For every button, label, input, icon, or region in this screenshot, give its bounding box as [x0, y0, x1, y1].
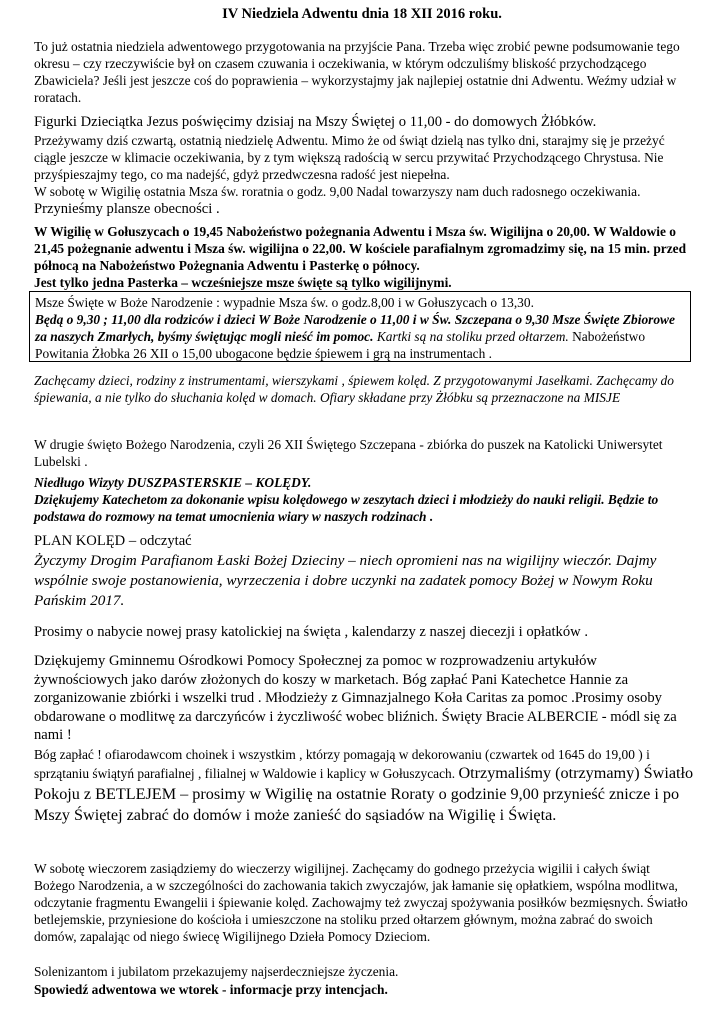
szczepan-paragraph: W drugie święto Bożego Narodzenia, czyli 26 XII Świętego Szczepana - zbiórka do puszek na Katolicki Uniwersytet Lubelski .	[34, 437, 663, 469]
figurki-section	[34, 113, 694, 218]
pasterka-note: Jest tylko jedna Pasterka – wcześniejsze msze święte są tylko wigilijnymi.	[34, 275, 452, 290]
wieczerza-paragraph: W sobotę wieczorem zasiądziemy do wieczerzy wigilijnej. Zachęcamy do godnego przeżycia wigilii i całych świąt Bożego Narodzenia, a w szczególności do zachowania takich zwyczajów, jak łamanie się opłatkiem, wspólna modlitwa, odczytanie fragmentu Ewangelii i śpiewanie kolęd. Zachowajmy też zwyczaj spożywania posiłków bezmięsnych. Światło betlejemskie, przyniesione do kościoła i umieszczone na stoliku przed ołtarzem głównym, można zabrać do swoich domów, zapalając od niego świecę Wigilijnego Dzieła Pomocy Dzieciom.	[34, 861, 688, 944]
prasa-paragraph: Prosimy o nabycie nowej prasy katolickiej na święta , kalendarzy z naszej diecezji i opłatków .	[34, 624, 588, 640]
figurki-saturday	[34, 183, 694, 219]
saturday-text: W sobotę w Wigilię ostatnia Msza św. roratnia o godz. 9,00 Nadal towarzyszy nam duch radosnego oczekiwania.	[34, 183, 641, 199]
solenizantom-line: Solenizantom i jubilatom przekazujemy najserdeczniejsze życzenia.	[34, 964, 399, 979]
box-line1: Msze Święte w Boże Narodzenie : wypadnie Msza św. o godz.8,00 i w Gołuszycach o 13,30.	[35, 295, 534, 310]
box-bold-italic: Będą o 9,30 ; 11,00 dla rodziców i dzieci W Boże Narodzenie o 11,00 i w Św. Szczepana o 9,30 Msze Święte Zbiorowe za naszych Zmarłych, byśmy świętując mogli nieść im pomoc.	[35, 312, 675, 344]
christmas-masses-box	[29, 291, 691, 362]
figurki-body: Przeżywamy dziś czwartą, ostatnią niedzielę Adwentu. Mimo że od świąt dzielą nas tylko dni, starajmy się je przeżyć ciągle jeszcze w klimacie oczekiwania, by z tym większą radością w sercu przywitać Przychodzącego Chrystusa. Nie przyśpieszajmy tego, co ma nadejść, gdyż przedwczesna radość jest niepełna.	[34, 132, 665, 182]
wizyty-heading: Niedługo Wizyty DUSZPASTERSKIE – KOLĘDY.	[34, 475, 312, 490]
wigilia-masses	[34, 223, 694, 291]
wizyty-section	[34, 474, 694, 525]
figurki-lead: Figurki Dzieciątka Jezus poświęcimy dzisiaj na Mszy Świętej o 11,00 - do domowych Żłóbków.	[34, 114, 597, 130]
zyczenia-paragraph: Życzymy Drogim Parafianom Łaski Bożej Dzieciny – niech opromieni nas na wigilijny wieczór. Dajmy wspólnie swoje postanowienia, wyrzeczenia i dobre uczynki na zadatek pomocy Bożej w Nowym Roku Pańskim 2017.	[34, 552, 657, 609]
box-italic: Kartki są na stoliku przed ołtarzem.	[373, 329, 569, 344]
spowiedz-line: Spowiedź adwentowa we wtorek - informacje przy intencjach.	[34, 982, 388, 997]
intro-paragraph: To już ostatnia niedziela adwentowego przygotowania na przyjście Pana. Trzeba więc zrobić pewne podsumowanie tego okresu – czy rzeczywiście był on czasem czuwania i oczekiwania, w którym odczuliśmy bliskość przychodzącego Zbawiciela? Jeśli jest jeszcze coś do poprawienia – wykorzystajmy jak najlepiej ostatnie dni Adwentu. Weźmy udział w roratach.	[34, 39, 680, 105]
page-title: IV Niedziela Adwentu dnia 18 XII 2016 roku.	[222, 6, 502, 22]
wizyty-body: Dziękujemy Katechetom za dokonanie wpisu kolędowego w zeszytach dzieci i młodzieży do nauki religii. Będzie to podstawa do rozmowy na temat umocnienia wiary w naszych rodzinach .	[34, 492, 659, 524]
zachecamy-paragraph: Zachęcamy dzieci, rodziny z instrumentami, wierszykami , śpiewem kolęd. Z przygotowanymi Jasełkami. Zachęcamy do śpiewania, a nie tylko do słuchania kolęd w domach. Ofiary składane przy Żłóbku są przeznaczone na MISJE	[34, 373, 674, 405]
choinki-paragraph	[34, 746, 694, 826]
dziekujemy-paragraph: Dziękujemy Gminnemu Ośrodkowi Pomocy Społecznej za pomoc w rozprowadzeniu artykułów żywnościowych jako darów złożonych do koszy w marketach. Bóg zapłać Pani Katechetce Hannie za zorganizowanie zbiórki i wszelki trud . Młodzieży z Gimnazjalnego Koła Caritas za pomoc .Prosimy osoby obdarowane o modlitwę za darczyńców i życzliwość wobec bliźnich. Święty Bracie ALBERCIE - módl się za nami !	[34, 653, 677, 743]
choinki-large-text: Otrzymaliśmy (otrzymamy) Światło Pokoju z BETLEJEM – prosimy w Wigilię na ostatnie Roraty o godzinie 9,00 przynieść znicze i po Mszy Świętej zabrać do domów i może zanieść do sąsiadów na Wigilię i Święta.	[34, 764, 694, 824]
plan-koled: PLAN KOLĘD – odczytać	[34, 533, 192, 549]
plansze-text: Przynieśmy plansze obecności .	[34, 200, 220, 217]
wigilia-bold-text: W Wigilię w Gołuszycach o 19,45 Nabożeństwo pożegnania Adwentu i Msza św. Wigilijna o 20,00. W Waldowie o 21,45 pożegnanie adwentu i Msza św. wigilijna o 22,00. W kościele parafialnym zgromadzimy się, na 15 min. przed północą na Nabożeństwo Pożegnania Adwentu i Pasterkę o północy.	[34, 224, 687, 273]
choinki-small-text: Bóg zapłać ! ofiarodawcom choinek i wszystkim , którzy pomagają w dekorowaniu (czwartek od 1645 do 19,00 ) i sprzątaniu świątyń parafialnej , filialnej w Waldowie i kaplicy w Gołuszycach.	[34, 747, 650, 781]
box-tail: Nabożeństwo Powitania Żłobka 26 XII o 15,00 ubogacone będzie śpiewem i grą na instrumentach .	[35, 329, 646, 361]
